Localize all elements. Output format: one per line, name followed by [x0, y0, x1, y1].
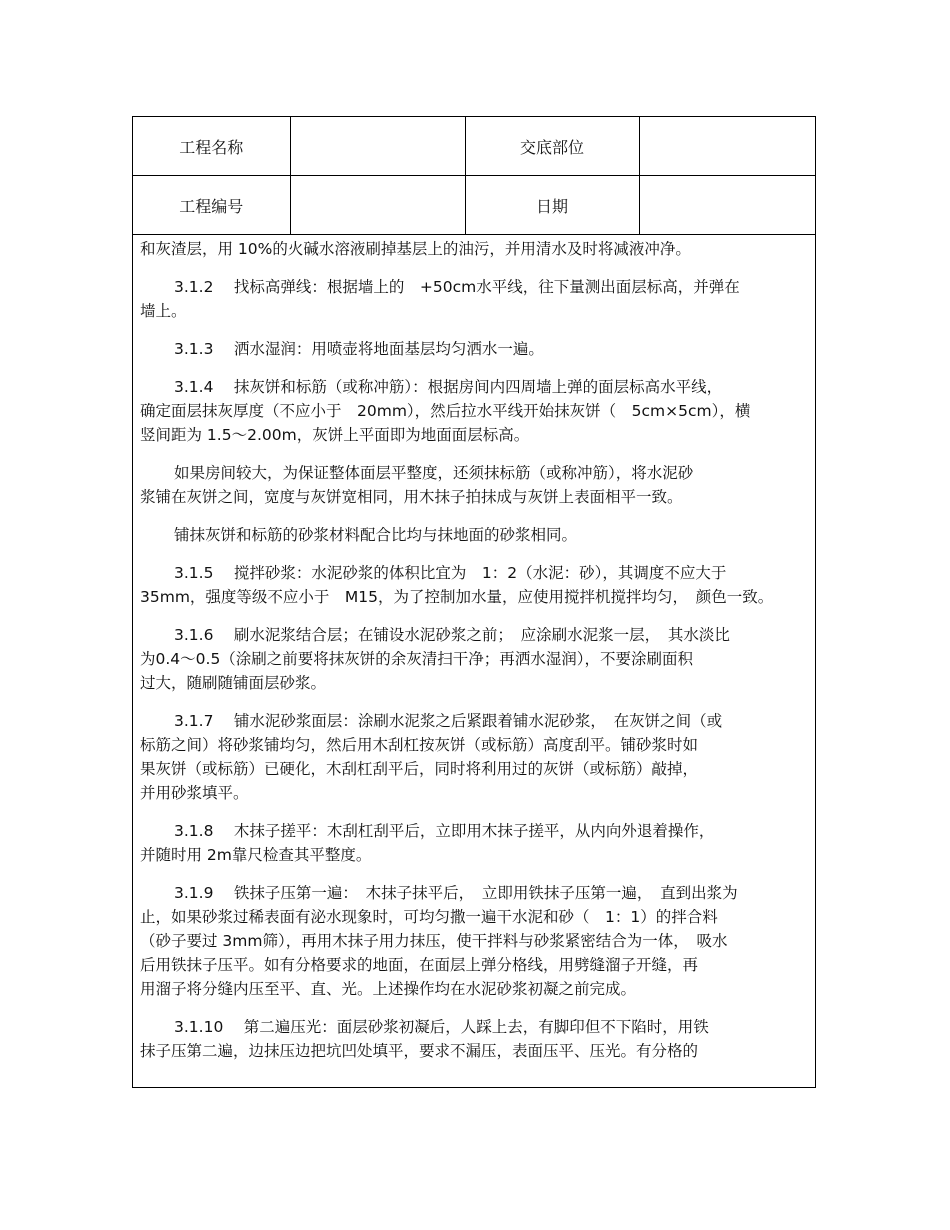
paragraph-line: 确定面层抹灰厚度（不应小于 20mm），然后拉水平线开始抹灰饼（ 5cm×5cm），横 — [140, 402, 751, 420]
paragraph-line: 3.1.9 铁抹子压第一遍： 木抹子抹平后， 立即用铁抹子压第一遍， 直到出浆为 — [174, 884, 738, 902]
paragraph-line: 3.1.7 铺水泥砂浆面层：涂刷水泥浆之后紧跟着铺水泥砂浆， 在灰饼之间（或 — [174, 712, 723, 730]
paragraph — [140, 375, 812, 447]
paragraph-line: 用溜子将分缝内压至平、直、光。上述操作均在水泥砂浆初凝之前完成。 — [140, 980, 637, 998]
paragraph-line: 35mm，强度等级不应小于 M15，为了控制加水量，应使用搅拌机搅拌均匀， 颜色一致。 — [140, 588, 774, 606]
handover-part-label: 交底部位 — [465, 117, 639, 176]
project-name-value[interactable] — [290, 117, 465, 176]
paragraph-line: 3.1.8 木抹子搓平：木刮杠刮平后，立即用木抹子搓平，从内向外退着操作， — [174, 822, 715, 840]
paragraph-line: 如果房间较大，为保证整体面层平整度，还须抹标筋（或称冲筋），将水泥砂 — [174, 464, 694, 482]
paragraph-line: 标筋之间）将砂浆铺均匀，然后用木刮杠按灰饼（或标筋）高度刮平。铺砂浆时如 — [140, 736, 699, 754]
paragraph — [140, 709, 812, 805]
paragraph — [140, 237, 812, 261]
document-body — [140, 237, 812, 1085]
date-value[interactable] — [639, 176, 815, 235]
paragraph-line: 浆铺在灰饼之间，宽度与灰饼宽相同，用木抹子拍抹成与灰饼上表面相平一致。 — [140, 488, 683, 506]
paragraph-line: 并随时用 2m靠尺检查其平整度。 — [140, 846, 372, 864]
paragraph-line: 3.1.6 刷水泥浆结合层；在铺设水泥砂浆之前； 应涂刷水泥浆一层， 其水淡比 — [174, 626, 730, 644]
paragraph-line: 止，如果砂浆过稀表面有泌水现象时，可均匀撒一遍干水泥和砂（ 1：1）的拌合料 — [140, 908, 718, 926]
paragraph — [140, 275, 812, 323]
project-name-label: 工程名称 — [133, 117, 290, 176]
paragraph — [140, 881, 812, 1001]
date-label: 日期 — [465, 176, 639, 235]
paragraph — [140, 1015, 812, 1063]
paragraph — [140, 461, 812, 509]
paragraph-line: 过大，随刷随铺面层砂浆。 — [140, 674, 327, 692]
paragraph-line: 抹子压第二遍，边抹压边把坑凹处填平，要求不漏压，表面压平、压光。有分格的 — [140, 1042, 699, 1060]
handover-sheet — [132, 116, 816, 1088]
paragraph-line: 竖间距为 1.5～2.00m，灰饼上平面即为地面面层标高。 — [140, 426, 530, 444]
paragraph — [140, 523, 812, 547]
paragraph-line: 和灰渣层，用 10%的火碱水溶液刷掉基层上的油污，并用清水及时将减液冲净。 — [140, 240, 691, 258]
paragraph-line: 3.1.3 洒水湿润：用喷壶将地面基层均匀洒水一遍。 — [174, 340, 544, 358]
paragraph-line: 墙上。 — [140, 302, 187, 320]
header-table — [133, 117, 815, 235]
paragraph — [140, 819, 812, 867]
paragraph — [140, 337, 812, 361]
paragraph-line: 3.1.2 找标高弹线：根据墙上的 +50cm水平线，往下量测出面层标高，并弹在 — [174, 278, 740, 296]
paragraph-line: 后用铁抹子压平。如有分格要求的地面，在面层上弹分格线，用劈缝溜子开缝，再 — [140, 956, 699, 974]
paragraph-line: 3.1.4 抹灰饼和标筋（或称冲筋）：根据房间内四周墙上弹的面层标高水平线， — [174, 378, 723, 396]
paragraph-line: 果灰饼（或标筋）已硬化，木刮杠刮平后，同时将利用过的灰饼（或标筋）敲掉， — [140, 760, 699, 778]
header-row-1 — [133, 117, 815, 176]
paragraph — [140, 561, 812, 609]
handover-part-value[interactable] — [639, 117, 815, 176]
paragraph-line: 3.1.5 搅拌砂浆：水泥砂浆的体积比宜为 1：2（水泥：砂），其调度不应大于 — [174, 564, 727, 582]
project-number-value[interactable] — [290, 176, 465, 235]
paragraph-line: 铺抹灰饼和标筋的砂浆材料配合比均与抹地面的砂浆相同。 — [174, 526, 578, 544]
paragraph-line: 并用砂浆填平。 — [140, 784, 249, 802]
paragraph-line: 为0.4～0.5（涂刷之前要将抹灰饼的余灰清扫干净；再洒水湿润），不要涂刷面积 — [140, 650, 694, 668]
project-number-label: 工程编号 — [133, 176, 290, 235]
paragraph-line: （砂子要过 3mm筛），再用木抹子用力抹压，使干拌料与砂浆紧密结合为一体， 吸水 — [140, 932, 728, 950]
paragraph — [140, 623, 812, 695]
paragraph-line: 3.1.10 第二遍压光：面层砂浆初凝后，人踩上去，有脚印但不下陷时，用铁 — [174, 1018, 709, 1036]
header-row-2 — [133, 176, 815, 235]
